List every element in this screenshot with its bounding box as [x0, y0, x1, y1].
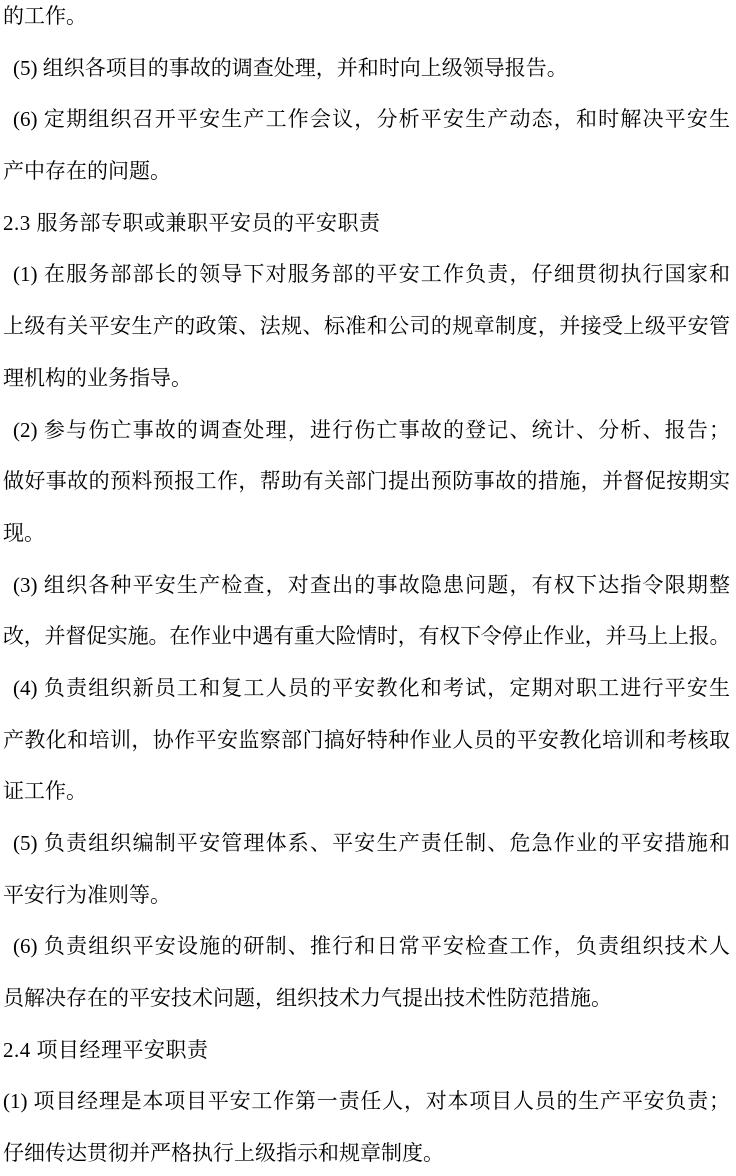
text-line: 的工作。	[3, 4, 87, 28]
text-line: 现。	[3, 520, 45, 545]
text-line: 上级有关平安生产的政策、法规、标准和公司的规章制度，并接受上级平安管	[3, 314, 730, 339]
text-line: 产中存在的问题。	[3, 159, 171, 184]
list-item-6b: (6) 负责组织平安设施的研制、推行和日常平安检查工作，负责组织技术人	[13, 934, 730, 959]
text-line: 员解决存在的平安技术问题，组织技术力气提出技术性防范措施。	[3, 986, 612, 1011]
text-line: 平安行为准则等。	[3, 882, 171, 907]
text-line: 仔细传达贯彻并严格执行上级指示和规章制度。	[3, 1141, 444, 1166]
list-item-6: (6) 定期组织召开平安生产工作会议，分析平安生产动态，和时解决平安生	[13, 107, 730, 132]
text-line: 理机构的业务指导。	[3, 365, 192, 390]
text-line: 改，并督促实施。在作业中遇有重大险情时，有权下令停止作业，并马上上报。	[3, 624, 730, 649]
list-item-2: (2) 参与伤亡事故的调查处理，进行伤亡事故的登记、统计、分析、报告；	[13, 417, 730, 442]
section-heading-2-4: 2.4 项目经理平安职责	[3, 1037, 209, 1062]
text-line: 证工作。	[3, 779, 87, 804]
list-item-5: (5) 组织各项目的事故的调查处理，并和时向上级领导报告。	[13, 55, 568, 80]
list-item-5b: (5) 负责组织编制平安管理体系、平安生产责任制、危急作业的平安措施和	[13, 831, 730, 855]
list-item-4: (4) 负责组织新员工和复工人员的平安教化和考试，定期对职工进行平安生	[13, 675, 730, 700]
section-heading-2-3: 2.3 服务部专职或兼职平安员的平安职责	[3, 210, 381, 235]
text-line: 做好事故的预料预报工作，帮助有关部门提出预防事故的措施，并督促按期实	[3, 469, 730, 494]
list-item-1b: (1) 项目经理是本项目平安工作第一责任人，对本项目人员的生产平安负责；	[3, 1089, 730, 1114]
list-item-1: (1) 在服务部部长的领导下对服务部的平安工作负责，仔细贯彻执行国家和	[13, 262, 730, 287]
text-flow	[3, 0, 730, 1176]
list-item-3: (3) 组织各种平安生产检查，对查出的事故隐患问题，有权下达指令限期整	[13, 572, 730, 597]
text-line: 产教化和培训，协作平安监察部门搞好特种作业人员的平安教化培训和考核取	[3, 727, 730, 752]
